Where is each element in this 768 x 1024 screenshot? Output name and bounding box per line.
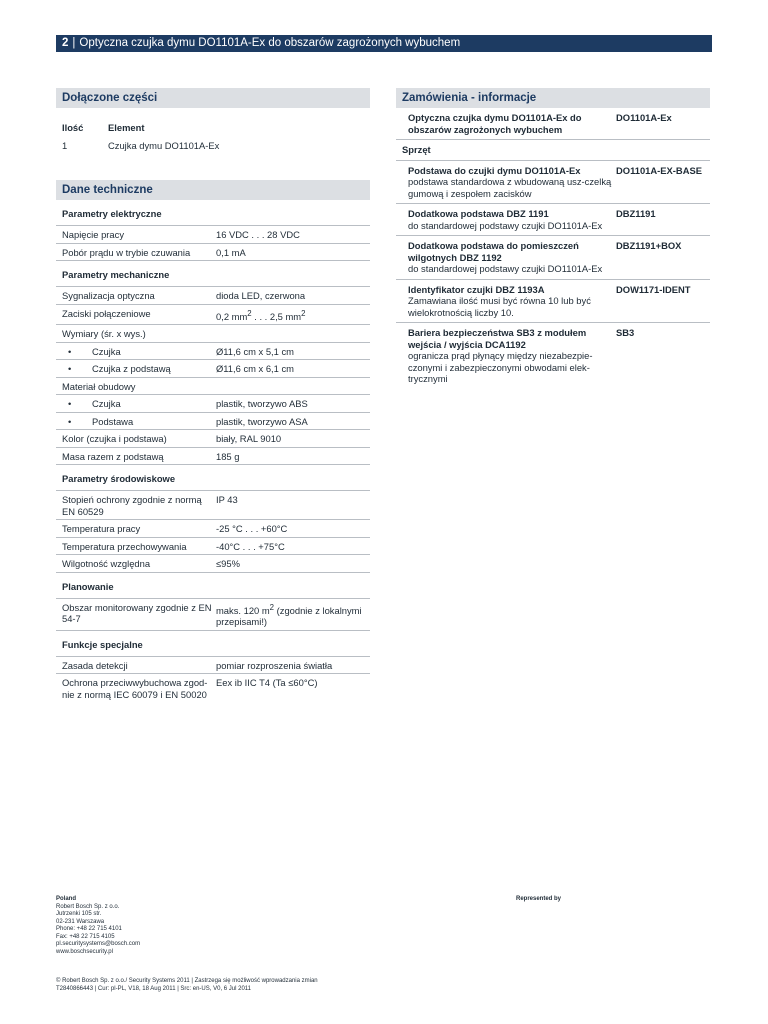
footer-contact [56,896,356,956]
bullet-text: Czujka z podstawą [92,363,171,375]
param-label: Obszar monitorowany zgodnie z EN 54-7 [62,601,212,625]
copyright-line: © Robert Bosch Sp. z o.o./ Security Systems 2011 | Zastrzega się możliwość wprowadzania zmian [56,978,318,984]
included-parts-table [56,108,370,154]
included-parts-row [62,136,364,154]
table-row [56,287,370,305]
table-row [56,413,370,431]
table-row [56,555,370,573]
order-item-desc [408,240,616,275]
param-value: biały, RAL 9010 [216,433,282,445]
param-value [216,308,364,323]
ordering-table [396,108,710,389]
order-item-title: Bariera bezpieczeństwa SB3 z modułem wejścia / wyjścia DCA1192 [408,327,587,350]
superscript: 2 [269,602,275,612]
param-value [216,602,364,628]
order-item-detail: do standardowej podstawy czujki DO1101A-Ex [408,263,603,274]
param-value: plastik, tworzywo ABS [216,398,308,410]
order-code: DBZ1191+BOX [616,240,682,251]
value-part: 0,2 mm [216,310,248,322]
table-row [56,491,370,520]
param-label [62,398,216,410]
table-row [56,520,370,538]
table-row [56,657,370,675]
table-row [56,674,370,702]
table-row [56,430,370,448]
mechanical-params-title: Parametry mechaniczne [62,269,170,280]
footer-line: Robert Bosch Sp. z o.o. [56,903,120,910]
order-code: DO1101A-Ex [616,112,672,123]
table-row [56,305,370,326]
bullet-icon: • [68,398,72,410]
param-value: ≤95% [216,558,240,570]
table-row [56,325,370,343]
special-functions-table [56,656,370,703]
table-row [396,161,710,205]
document-title: Optyczna czujka dymu DO1101A-Ex do obszarów zagrożonych wybuchem [79,37,461,49]
electrical-params-title: Parametry elektryczne [62,208,162,219]
footer-email-link[interactable]: pl.securitysystems@bosch.com [56,941,141,947]
param-value: Ø11,6 cm x 5,1 cm [216,345,294,357]
order-item-desc [408,165,616,200]
table-row [396,204,710,236]
page-header-bar [56,35,712,52]
param-value: -25 °C . . . +60°C [216,523,288,535]
param-label: Stopień ochrony zgodnie z normą EN 60529 [62,494,202,517]
included-parts-header-row [62,118,364,136]
document-id-line: T2840866443 | Cur: pl-PL, V18, 18 Aug 2011 | Src: en-US, V0, 6 Jul 2011 [56,985,252,992]
footer-line: Phone: +48 22 715 4101 [56,926,122,932]
param-label: Temperatura pracy [62,523,141,535]
planning-table [56,598,370,631]
param-label [62,416,216,428]
order-code: DOW1171-IDENT [616,283,691,295]
bullet-text: Podstawa [92,415,134,427]
element-column-header: Element [108,121,145,133]
superscript: 2 [301,308,306,318]
param-label: Masa razem z podstawą [62,450,164,462]
table-row [56,395,370,413]
table-row [56,244,370,262]
table-row [56,538,370,556]
param-label: Ochrona przeciwwybuchowa zgod-nie z normą IEC 60079 i EN 50020 [62,677,208,700]
table-row [396,280,710,324]
param-label: Zasada detekcji [62,659,128,671]
param-value: pomiar rozproszenia światła [216,659,333,671]
qty-column-header: Ilość [62,121,84,133]
part-element: Czujka dymu DO1101A-Ex [108,139,220,151]
param-label: Zaciski połączeniowe [62,307,151,319]
param-value: IP 43 [216,494,238,506]
param-value: Ø11,6 cm x 6,1 cm [216,363,294,375]
superscript: 2 [247,308,252,318]
footer-line: Jutrzenki 105 str. [56,911,102,917]
right-column [396,88,710,389]
table-row [56,378,370,396]
hardware-group-label: Sprzęt [396,140,710,161]
left-column [56,88,370,702]
order-item-detail: podstawa standardowa z wbudowaną usz-czelką gumową i zespołem zacisków [408,176,612,199]
footer-line: 02-231 Warszawa [56,918,105,925]
param-label: Wilgotność względna [62,558,151,570]
footer-website-link[interactable]: www.boschsecurity.pl [56,948,113,955]
param-label: Materiał obudowy [62,380,136,392]
order-item-title: Dodatkowa podstawa do pomieszczeń wilgotnych DBZ 1192 [408,240,579,263]
bullet-text: Czujka [92,345,121,357]
represented-by: Represented by [516,896,562,902]
table-row [56,448,370,466]
value-part: . . . 2,5 mm [251,310,302,322]
header-separator: | [72,37,76,49]
param-value: 185 g [216,450,240,462]
environmental-params-title: Parametry środowiskowe [62,473,176,485]
param-label [62,346,216,358]
order-item-detail: do standardowej podstawy czujki DO1101A-Ex [408,219,603,231]
footer-country: Poland [56,896,77,902]
bullet-icon: • [68,415,72,427]
param-label: Kolor (czujka i podstawa) [62,433,167,445]
param-label: Pobór prądu w trybie czuwania [62,246,191,258]
order-item-title: Dodatkowa podstawa DBZ 1191 [408,208,549,219]
table-row [56,599,370,631]
param-value: 0,1 mA [216,246,246,258]
table-row [56,226,370,244]
param-label [62,363,216,375]
ordering-info-heading: Zamówienia - informacje [396,88,710,108]
mechanical-params-table [56,286,370,465]
order-item-title: Identyfikator czujki DBZ 1193A [408,283,545,295]
planning-title: Planowanie [62,580,114,592]
param-label: Temperatura przechowywania [62,540,187,552]
table-row [396,236,710,280]
technical-data-heading: Dane techniczne [56,180,370,200]
order-item-desc [408,208,616,231]
order-code: DO1101A-EX-BASE [616,164,702,176]
order-item-title: Optyczna czujka dymu DO1101A-Ex do obszarów zagrożonych wybuchem [408,112,582,135]
value-part: maks. 120 m [216,604,270,616]
order-item-desc [408,284,616,319]
param-label: Wymiary (śr. x wys.) [62,328,146,340]
bullet-icon: • [68,345,72,357]
included-parts-heading: Dołączone części [56,88,370,108]
electrical-params-table [56,225,370,261]
param-value: Eex ib IIC T4 (Ta ≤60°C) [216,677,318,689]
order-item-desc [408,327,616,385]
order-item-title: Podstawa do czujki dymu DO1101A-Ex [408,164,581,176]
param-label: Napięcie pracy [62,229,125,240]
special-functions-title: Funkcje specjalne [62,638,143,650]
table-row [56,360,370,378]
param-value: dioda LED, czerwona [216,290,306,301]
order-item-detail: ogranicza prąd płynący między niezabezpie-czonymi i zabezpieczonymi obwodami elek-trycznymi [408,350,593,384]
table-row [56,343,370,361]
copyright-notice [56,978,456,993]
order-code: SB3 [616,327,635,338]
value-part: (zgodnie z lokalnymi przepisami!) [216,604,362,628]
order-item-detail: Zamawiana ilość musi być równa 10 lub być wielokrotnością liczby 10. [408,295,591,318]
footer-line: Fax: +48 22 715 4105 [56,933,115,940]
param-label: Sygnalizacja optyczna [62,290,155,301]
param-value: plastik, tworzywo ASA [216,415,308,427]
order-code: DBZ1191 [616,208,656,219]
order-item-desc [408,112,616,135]
table-row [396,323,710,389]
bullet-text: Czujka [92,398,121,410]
param-value: -40°C . . . +75°C [216,540,285,552]
order-row-main-product [396,108,710,140]
environmental-params-table [56,490,370,573]
bullet-icon: • [68,363,72,375]
page-number: 2 [62,37,69,49]
part-qty: 1 [62,139,68,151]
param-value: 16 VDC . . . 28 VDC [216,229,300,240]
